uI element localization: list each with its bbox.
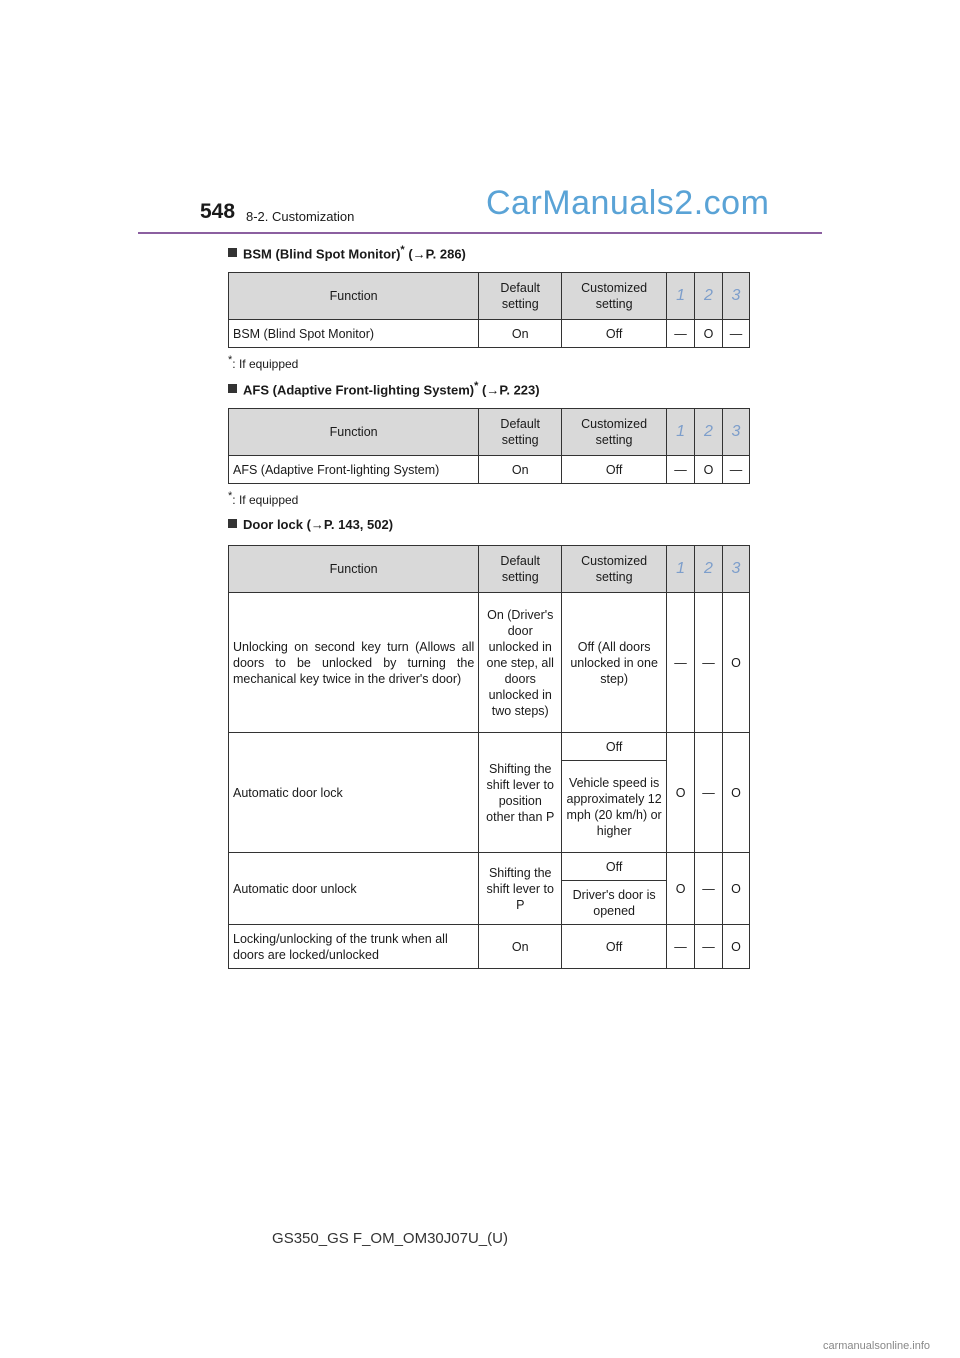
table-header-row <box>229 546 750 593</box>
table-row <box>229 733 750 761</box>
col-3: 3 <box>722 546 749 593</box>
cell-function: Unlocking on second key turn (Allows all doors to be unlocked by turning the mechanical key twice in the driver's door) <box>229 593 479 733</box>
doorlock-heading-text[interactable]: Door lock (→P. 143, 502) <box>243 517 394 532</box>
table-header-row <box>229 409 750 456</box>
cell-c2: O <box>695 456 723 484</box>
col-default: Default setting <box>479 409 562 456</box>
footnote-star: * <box>228 490 233 502</box>
section-title: 8-2. Customization <box>246 209 355 224</box>
doorlock-table <box>228 545 750 969</box>
afs-footnote <box>228 490 298 507</box>
cell-c3: O <box>722 593 749 733</box>
bsm-heading <box>228 244 466 261</box>
col-2: 2 <box>695 546 723 593</box>
bsm-table <box>228 272 750 348</box>
col-2: 2 <box>695 409 723 456</box>
cell-c1: — <box>667 593 695 733</box>
cell-customized: Off <box>562 320 667 348</box>
cell-default: Shifting the shift lever to P <box>479 853 562 925</box>
cell-c3: O <box>722 733 749 853</box>
site-watermark[interactable]: carmanualsonline.info <box>822 1340 930 1352</box>
cell-c1: — <box>667 456 695 484</box>
bullet-square-icon <box>228 519 237 528</box>
footnote-star: * <box>474 380 479 392</box>
watermark-logo[interactable]: CarManuals2.com <box>486 184 770 222</box>
page-number: 548 <box>200 200 236 223</box>
table-header-row <box>229 273 750 320</box>
cell-default: On <box>479 456 562 484</box>
col-customized: Customized setting <box>562 409 667 456</box>
bsm-ref[interactable]: (→P. 286) <box>404 246 466 262</box>
footnote-text: : If equipped <box>232 493 299 507</box>
col-2: 2 <box>695 273 723 320</box>
cell-c2: — <box>695 853 723 925</box>
table-row <box>229 593 750 733</box>
table-row <box>229 853 750 881</box>
col-function: Function <box>229 273 479 320</box>
table-row <box>229 925 750 969</box>
cell-c1: O <box>667 733 695 853</box>
doorlock-heading <box>228 517 393 532</box>
col-3: 3 <box>722 273 749 320</box>
cell-customized: Off <box>562 456 667 484</box>
cell-c2: — <box>695 733 723 853</box>
col-3: 3 <box>722 409 749 456</box>
cell-function: BSM (Blind Spot Monitor) <box>229 320 479 348</box>
col-1: 1 <box>667 273 695 320</box>
cell-customized: Off (All doors unlocked in one step) <box>562 593 667 733</box>
footer-code-text: GS350_GS F_OM_OM30J07U_(U) <box>272 1230 508 1247</box>
cell-customized: Off <box>562 733 667 761</box>
cell-c1: O <box>667 853 695 925</box>
cell-c1: — <box>667 320 695 348</box>
cell-c3: O <box>722 925 749 969</box>
col-1: 1 <box>667 546 695 593</box>
cell-c2: — <box>695 925 723 969</box>
cell-default: On <box>479 320 562 348</box>
cell-customized: Vehicle speed is approximately 12 mph (20 km/h) or higher <box>562 761 667 853</box>
col-default: Default setting <box>479 273 562 320</box>
footnote-star: * <box>400 244 405 256</box>
bsm-footnote <box>228 354 298 371</box>
afs-heading <box>228 380 540 397</box>
cell-c1: — <box>667 925 695 969</box>
col-customized: Customized setting <box>562 273 667 320</box>
table-row <box>229 456 750 484</box>
cell-customized: Off <box>562 853 667 881</box>
afs-heading-text: AFS (Adaptive Front-lighting System) <box>243 382 475 398</box>
cell-c3: — <box>722 456 749 484</box>
col-default: Default setting <box>479 546 562 593</box>
cell-default: On <box>479 925 562 969</box>
bullet-square-icon <box>228 384 237 393</box>
cell-c3: O <box>722 853 749 925</box>
header-divider <box>138 232 822 234</box>
cell-default: Shifting the shift lever to position other than P <box>479 733 562 853</box>
col-1: 1 <box>667 409 695 456</box>
col-function: Function <box>229 546 479 593</box>
cell-function: AFS (Adaptive Front-lighting System) <box>229 456 479 484</box>
cell-c2: O <box>695 320 723 348</box>
cell-customized: Driver's door is opened <box>562 881 667 925</box>
footer-code <box>0 1230 960 1247</box>
bsm-heading-text: BSM (Blind Spot Monitor) <box>243 246 401 262</box>
cell-function: Automatic door unlock <box>229 853 479 925</box>
col-function: Function <box>229 409 479 456</box>
afs-table <box>228 408 750 484</box>
footnote-star: * <box>228 354 233 366</box>
cell-customized: Off <box>562 925 667 969</box>
col-customized: Customized setting <box>562 546 667 593</box>
cell-default: On (Driver's door unlocked in one step, all doors unlocked in two steps) <box>479 593 562 733</box>
footnote-text: : If equipped <box>232 357 299 371</box>
cell-function: Locking/unlocking of the trunk when all doors are locked/unlocked <box>229 925 479 969</box>
cell-c2: — <box>695 593 723 733</box>
bullet-square-icon <box>228 248 237 257</box>
table-row <box>229 320 750 348</box>
cell-c3: — <box>722 320 749 348</box>
cell-function: Automatic door lock <box>229 733 479 853</box>
afs-ref[interactable]: (→P. 223) <box>478 382 540 398</box>
